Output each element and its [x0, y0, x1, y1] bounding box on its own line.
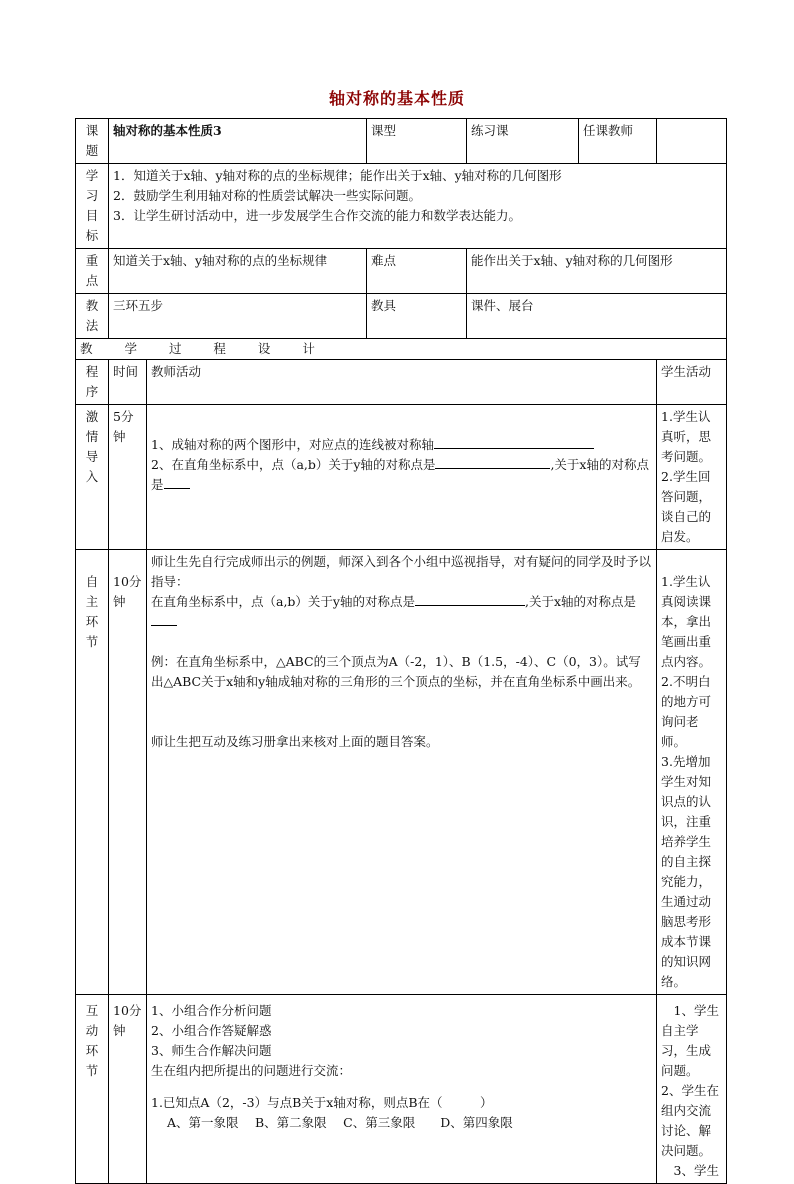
keti-value: 轴对称的基本性质3 — [109, 119, 367, 164]
teacher-line: 1、成轴对称的两个图形中，对应点的连线被对称轴 — [151, 435, 652, 455]
stage-time: 10分钟 — [109, 995, 147, 1184]
method-row — [76, 294, 727, 339]
stage-time: 5分钟 — [109, 405, 147, 550]
header-teacher: 教师活动 — [147, 360, 657, 405]
stage-teacher: 师让生先自行完成师出示的例题，师深入到各个小组中巡视指导，对有疑问的同学及时予以指导： 在直角坐标系中，点（a,b）关于y轴的对称点是 ,关于x轴的对称点是 例：在直角坐标系中，△ABC的三个顶点为A（-2，1）、B（1.5，-4）、C（0，3）。试写出△ABC关于x轴和y轴成轴对称的三角形的三个顶点的坐标，并在直角坐标系中画出来。 师让生把互动及练习册拿出来核对上面的题目答案。 — [147, 550, 657, 995]
goal-item: 1．知道关于x轴、y轴对称的点的坐标规律；能作出关于x轴、y轴对称的几何图形 — [113, 168, 562, 183]
key-value: 知道关于x轴、y轴对称的点的坐标规律 — [109, 249, 367, 294]
key-row — [76, 249, 727, 294]
lesson-plan-table — [75, 118, 727, 1184]
goals-label: 学习目标 — [76, 164, 109, 249]
stage-row — [76, 995, 727, 1184]
stage-student: 1、学生自主学习，生成问题。 2、学生在组内交流讨论、解决问题。 3、学生 — [657, 995, 727, 1184]
teacher-line: 在直角坐标系中，点（a,b）关于y轴的对称点是 ,关于x轴的对称点是 — [151, 592, 652, 632]
goal-item: 2．鼓励学生利用轴对称的性质尝试解决一些实际问题。 — [113, 188, 421, 203]
teacher-line: 2、在直角坐标系中，点（a,b）关于y轴的对称点是 ,关于x轴的对称点是 — [151, 457, 649, 492]
document-title: 轴对称的基本性质 — [328, 89, 465, 108]
difficult-value: 能作出关于x轴、y轴对称的几何图形 — [467, 249, 727, 294]
teacher-label: 任课教师 — [579, 119, 657, 164]
goals-content — [109, 164, 727, 249]
method-label: 教法 — [76, 294, 109, 339]
goals-row — [76, 164, 727, 249]
stage-student: 1.学生认真阅读课本，拿出笔画出重点内容。 2.不明白的地方可询问老师。 3.先增加学生对知识点的认识，注重培养学生的自主探究能力，生通过动脑思考形成本节课的知识网络。 — [657, 550, 727, 995]
stage-name: 激情导入 — [76, 405, 109, 550]
tools-value: 课件、展台 — [467, 294, 727, 339]
stage-teacher — [147, 405, 657, 550]
key-label: 重点 — [76, 249, 109, 294]
stage-student: 1.学生认真听，思考问题。 2.学生回答问题，谈自己的启发。 — [657, 405, 727, 550]
ketype-value: 练习课 — [467, 119, 579, 164]
process-header-row — [76, 360, 727, 405]
header-student: 学生活动 — [657, 360, 727, 405]
ketype-label: 课型 — [367, 119, 467, 164]
goal-item: 3．让学生研讨活动中，进一步发展学生合作交流的能力和数学表达能力。 — [113, 208, 521, 223]
header-step: 程序 — [76, 360, 109, 405]
tools-label: 教具 — [367, 294, 467, 339]
stage-row — [76, 405, 727, 550]
stage-time: 10分钟 — [109, 550, 147, 995]
process-title-row — [76, 339, 727, 360]
method-value: 三环五步 — [109, 294, 367, 339]
stage-name: 自主环节 — [76, 550, 109, 995]
stage-row — [76, 550, 727, 995]
lesson-row — [76, 119, 727, 164]
stage-name: 互动环节 — [76, 995, 109, 1184]
stage-teacher: 1、小组合作分析问题 2、小组合作答疑解惑 3、师生合作解决问题 生在组内把所提出的问题进行交流： 1.已知点A（2，-3）与点B关于x轴对称，则点B在（ ） A、第一象限 B、第二象限 C、第三象限 D、第四象限 — [147, 995, 657, 1184]
teacher-value — [657, 119, 727, 164]
difficult-label: 难点 — [367, 249, 467, 294]
keti-label: 课题 — [76, 119, 109, 164]
process-title: 教 学 过 程 设 计 — [76, 339, 727, 360]
header-time: 时间 — [109, 360, 147, 405]
